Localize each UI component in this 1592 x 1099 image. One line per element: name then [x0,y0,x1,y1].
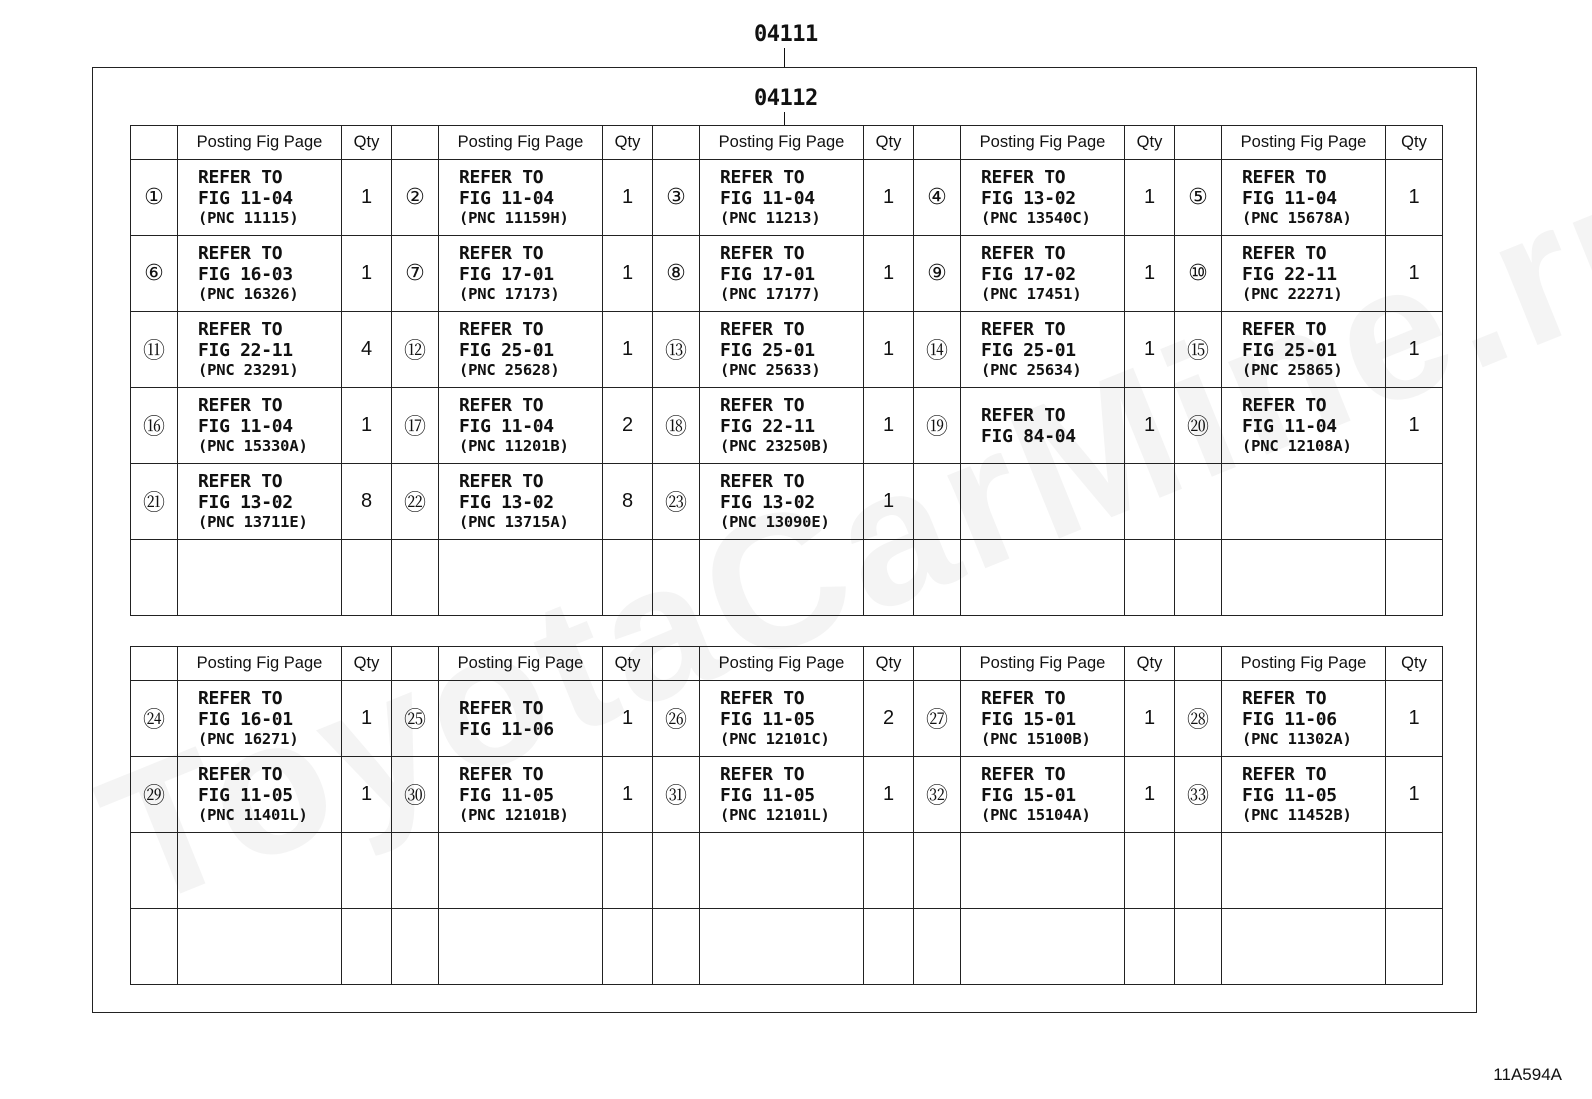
item-number [653,833,700,909]
quantity: 1 [1125,160,1175,236]
pnc-reference: (PNC 12108A) [1242,437,1352,455]
refer-to-text: REFER TO [720,688,805,709]
header-qty: Qty [342,126,392,160]
quantity [342,540,392,616]
item-number: ⑱ [653,388,700,464]
quantity: 8 [342,464,392,540]
quantity [1386,909,1443,985]
quantity [864,540,914,616]
quantity: 1 [864,236,914,312]
fig-reference: FIG 11-05 [720,785,815,806]
refer-to-text: REFER TO [459,395,544,416]
header-posting-fig-page: Posting Fig Page [961,126,1125,160]
quantity: 1 [603,681,653,757]
refer-to-text: REFER TO [981,764,1066,785]
table-row [131,681,1443,757]
item-number: ㉙ [131,757,178,833]
quantity [603,909,653,985]
quantity [864,833,914,909]
header-num-col [392,126,439,160]
table-row [131,540,1443,616]
posting-ref-cell [439,681,603,757]
refer-to-text: REFER TO [981,319,1066,340]
item-number: ㉖ [653,681,700,757]
quantity [342,833,392,909]
header-posting-fig-page: Posting Fig Page [178,126,342,160]
item-number: ⑤ [1175,160,1222,236]
item-number: ⑬ [653,312,700,388]
item-number [1175,833,1222,909]
pnc-reference: (PNC 15678A) [1242,209,1352,227]
item-number: ㉗ [914,681,961,757]
pnc-reference: (PNC 12101B) [459,806,569,824]
posting-ref-cell [439,236,603,312]
posting-ref-cell [700,540,864,616]
header-posting-fig-page: Posting Fig Page [700,647,864,681]
posting-ref-cell [1222,388,1386,464]
item-number [392,833,439,909]
posting-ref-cell [178,540,342,616]
posting-ref-cell [961,160,1125,236]
pnc-reference: (PNC 17177) [720,285,821,303]
refer-to-text: REFER TO [720,764,805,785]
quantity: 1 [342,160,392,236]
fig-reference: FIG 25-01 [981,340,1076,361]
pnc-reference: (PNC 22271) [1242,285,1343,303]
quantity [603,833,653,909]
fig-reference: FIG 25-01 [1242,340,1337,361]
callout-04111-leader [784,48,785,67]
refer-to-text: REFER TO [720,395,805,416]
item-number: ⑦ [392,236,439,312]
pnc-reference: (PNC 13090E) [720,513,830,531]
item-number [1175,464,1222,540]
quantity [864,909,914,985]
posting-ref-cell [178,464,342,540]
posting-ref-cell [1222,681,1386,757]
fig-reference: FIG 13-02 [720,492,815,513]
quantity: 1 [1386,312,1443,388]
refer-to-text: REFER TO [720,167,805,188]
posting-ref-cell [700,160,864,236]
quantity: 1 [603,757,653,833]
quantity: 1 [342,681,392,757]
figure-id: 11A594A [1493,1065,1562,1084]
item-number [914,909,961,985]
header-posting-fig-page: Posting Fig Page [439,647,603,681]
header-qty: Qty [1386,126,1443,160]
refer-to-text: REFER TO [981,243,1066,264]
pnc-reference: (PNC 13715A) [459,513,569,531]
pnc-reference: (PNC 16271) [198,730,299,748]
fig-reference: FIG 16-01 [198,709,293,730]
item-number: ⑮ [1175,312,1222,388]
header-num-col [131,126,178,160]
posting-ref-cell [961,236,1125,312]
quantity: 1 [864,312,914,388]
callout-04111: 04111 [754,22,818,47]
header-qty: Qty [603,126,653,160]
fig-reference: FIG 13-02 [459,492,554,513]
posting-ref-cell [178,833,342,909]
item-number [653,909,700,985]
posting-ref-cell [961,540,1125,616]
item-number: ㉜ [914,757,961,833]
posting-ref-cell [700,909,864,985]
quantity: 1 [603,236,653,312]
header-posting-fig-page: Posting Fig Page [178,647,342,681]
header-posting-fig-page: Posting Fig Page [700,126,864,160]
item-number [914,540,961,616]
posting-ref-cell [961,464,1125,540]
posting-ref-cell [439,909,603,985]
item-number: ④ [914,160,961,236]
table-row [131,312,1443,388]
quantity: 1 [1125,388,1175,464]
posting-ref-cell [1222,757,1386,833]
posting-ref-cell [178,312,342,388]
refer-to-text: REFER TO [459,243,544,264]
fig-reference: FIG 17-02 [981,264,1076,285]
item-number [914,833,961,909]
pnc-reference: (PNC 11213) [720,209,821,227]
quantity [1125,464,1175,540]
refer-to-text: REFER TO [981,167,1066,188]
table-row [131,909,1443,985]
posting-ref-cell [1222,160,1386,236]
header-posting-fig-page: Posting Fig Page [1222,647,1386,681]
posting-ref-cell [439,540,603,616]
posting-ref-cell [1222,833,1386,909]
fig-reference: FIG 11-06 [1242,709,1337,730]
posting-ref-cell [961,312,1125,388]
refer-to-text: REFER TO [459,167,544,188]
refer-to-text: REFER TO [198,688,283,709]
quantity [1125,833,1175,909]
pnc-reference: (PNC 25634) [981,361,1082,379]
fig-reference: FIG 22-11 [720,416,815,437]
refer-to-text: REFER TO [198,319,283,340]
item-number [131,833,178,909]
item-number: ① [131,160,178,236]
pnc-reference: (PNC 25633) [720,361,821,379]
refer-to-text: REFER TO [198,471,283,492]
quantity [603,540,653,616]
fig-reference: FIG 11-06 [459,718,554,740]
table-header [131,647,1443,681]
item-number: ㉕ [392,681,439,757]
fig-reference: FIG 13-02 [981,188,1076,209]
header-num-col [914,647,961,681]
header-qty: Qty [864,647,914,681]
quantity: 1 [864,160,914,236]
quantity: 1 [603,312,653,388]
item-number: ⑰ [392,388,439,464]
item-number [653,540,700,616]
table-row [131,464,1443,540]
header-num-col [653,647,700,681]
refer-to-text: REFER TO [1242,395,1327,416]
posting-ref-cell [961,833,1125,909]
posting-ref-cell [439,464,603,540]
item-number: ㉒ [392,464,439,540]
fig-reference: FIG 11-05 [198,785,293,806]
posting-ref-cell [439,833,603,909]
header-num-col [392,647,439,681]
posting-ref-cell [961,909,1125,985]
quantity: 1 [1125,236,1175,312]
quantity: 1 [864,757,914,833]
header-qty: Qty [1386,647,1443,681]
fig-reference: FIG 13-02 [198,492,293,513]
posting-ref-cell [961,681,1125,757]
pnc-reference: (PNC 15330A) [198,437,308,455]
quantity: 1 [864,388,914,464]
posting-ref-cell [439,757,603,833]
pnc-reference: (PNC 11159H) [459,209,569,227]
fig-reference: FIG 84-04 [981,425,1076,447]
fig-reference: FIG 11-04 [459,416,554,437]
posting-ref-cell [700,833,864,909]
refer-to-text: REFER TO [1242,319,1327,340]
quantity [1386,540,1443,616]
item-number: ⑧ [653,236,700,312]
posting-ref-cell [439,312,603,388]
table-row [131,236,1443,312]
fig-reference: FIG 25-01 [459,340,554,361]
posting-ref-cell [1222,909,1386,985]
quantity: 1 [1386,160,1443,236]
pnc-reference: (PNC 23291) [198,361,299,379]
quantity: 4 [342,312,392,388]
fig-reference: FIG 15-01 [981,785,1076,806]
quantity: 1 [1386,757,1443,833]
table-row [131,757,1443,833]
posting-ref-cell [178,757,342,833]
fig-reference: FIG 22-11 [1242,264,1337,285]
item-number: ㉚ [392,757,439,833]
quantity: 2 [864,681,914,757]
header-qty: Qty [603,647,653,681]
pnc-reference: (PNC 12101L) [720,806,830,824]
item-number: ⑪ [131,312,178,388]
callout-04112-leader [784,112,785,126]
header-posting-fig-page: Posting Fig Page [1222,126,1386,160]
table-header [131,126,1443,160]
header-num-col [1175,647,1222,681]
item-number: ⑳ [1175,388,1222,464]
pnc-reference: (PNC 15100B) [981,730,1091,748]
quantity [1125,909,1175,985]
pnc-reference: (PNC 11201B) [459,437,569,455]
pnc-reference: (PNC 11401L) [198,806,308,824]
pnc-reference: (PNC 25628) [459,361,560,379]
pnc-reference: (PNC 13540C) [981,209,1091,227]
item-number [914,464,961,540]
item-number: ③ [653,160,700,236]
posting-ref-cell [1222,312,1386,388]
header-qty: Qty [1125,647,1175,681]
item-number: ⑭ [914,312,961,388]
item-number: ⑩ [1175,236,1222,312]
posting-ref-cell [1222,540,1386,616]
pnc-reference: (PNC 12101C) [720,730,830,748]
refer-to-text: REFER TO [1242,764,1327,785]
item-number: ⑯ [131,388,178,464]
header-num-col [131,647,178,681]
quantity: 2 [603,388,653,464]
posting-ref-cell [961,388,1125,464]
posting-ref-cell [178,388,342,464]
item-number [1175,540,1222,616]
refer-to-text: REFER TO [720,319,805,340]
fig-reference: FIG 15-01 [981,709,1076,730]
refer-to-text: REFER TO [459,471,544,492]
refer-to-text: REFER TO [459,319,544,340]
posting-ref-cell [1222,236,1386,312]
table-row [131,388,1443,464]
quantity: 1 [1125,757,1175,833]
refer-to-text: REFER TO [198,243,283,264]
header-qty: Qty [342,647,392,681]
fig-reference: FIG 11-04 [720,188,815,209]
header-qty: Qty [864,126,914,160]
quantity: 1 [603,160,653,236]
refer-to-text: REFER TO [720,471,805,492]
posting-ref-cell [1222,464,1386,540]
fig-reference: FIG 11-05 [459,785,554,806]
table-row [131,160,1443,236]
fig-reference: FIG 16-03 [198,264,293,285]
item-number: ② [392,160,439,236]
pnc-reference: (PNC 25865) [1242,361,1343,379]
pnc-reference: (PNC 11115) [198,209,299,227]
posting-ref-cell [178,160,342,236]
item-number: ㉝ [1175,757,1222,833]
posting-ref-cell [700,681,864,757]
refer-to-text: REFER TO [198,395,283,416]
item-number [131,909,178,985]
pnc-reference: (PNC 15104A) [981,806,1091,824]
pnc-reference: (PNC 11452B) [1242,806,1352,824]
posting-ref-cell [700,236,864,312]
quantity: 1 [1125,312,1175,388]
quantity: 1 [1125,681,1175,757]
fig-reference: FIG 17-01 [720,264,815,285]
pnc-reference: (PNC 23250B) [720,437,830,455]
pnc-reference: (PNC 13711E) [198,513,308,531]
pnc-reference: (PNC 16326) [198,285,299,303]
refer-to-text: REFER TO [459,697,544,719]
item-number: ㉓ [653,464,700,540]
header-num-col [1175,126,1222,160]
quantity [1125,540,1175,616]
fig-reference: FIG 17-01 [459,264,554,285]
item-number: ㉛ [653,757,700,833]
header-posting-fig-page: Posting Fig Page [961,647,1125,681]
item-number: ㉘ [1175,681,1222,757]
table-row [131,833,1443,909]
fig-reference: FIG 11-04 [198,416,293,437]
pnc-reference: (PNC 17451) [981,285,1082,303]
posting-ref-cell [439,160,603,236]
fig-reference: FIG 11-04 [1242,416,1337,437]
refer-to-text: REFER TO [720,243,805,264]
fig-reference: FIG 11-05 [720,709,815,730]
quantity: 8 [603,464,653,540]
refer-to-text: REFER TO [1242,688,1327,709]
item-number: ⑫ [392,312,439,388]
posting-ref-cell [178,681,342,757]
pnc-reference: (PNC 17173) [459,285,560,303]
refer-to-text: REFER TO [198,167,283,188]
quantity: 1 [1386,388,1443,464]
refer-to-text: REFER TO [981,688,1066,709]
item-number: ㉔ [131,681,178,757]
item-number: ⑥ [131,236,178,312]
parts-table-upper [130,125,1443,616]
refer-to-text: REFER TO [459,764,544,785]
item-number [131,540,178,616]
posting-ref-cell [700,464,864,540]
quantity: 1 [342,757,392,833]
pnc-reference: (PNC 11302A) [1242,730,1352,748]
refer-to-text: REFER TO [1242,167,1327,188]
quantity: 1 [1386,236,1443,312]
posting-ref-cell [439,388,603,464]
item-number [392,540,439,616]
posting-ref-cell [700,757,864,833]
quantity: 1 [342,388,392,464]
header-posting-fig-page: Posting Fig Page [439,126,603,160]
posting-ref-cell [700,388,864,464]
item-number: ⑲ [914,388,961,464]
refer-to-text: REFER TO [198,764,283,785]
header-qty: Qty [1125,126,1175,160]
fig-reference: FIG 11-04 [459,188,554,209]
header-num-col [914,126,961,160]
posting-ref-cell [961,757,1125,833]
fig-reference: FIG 11-04 [198,188,293,209]
posting-ref-cell [178,909,342,985]
quantity [342,909,392,985]
item-number [392,909,439,985]
item-number [1175,909,1222,985]
quantity: 1 [342,236,392,312]
fig-reference: FIG 11-04 [1242,188,1337,209]
item-number: ㉑ [131,464,178,540]
posting-ref-cell [700,312,864,388]
callout-04112: 04112 [754,86,818,111]
refer-to-text: REFER TO [981,404,1066,426]
item-number: ⑨ [914,236,961,312]
fig-reference: FIG 22-11 [198,340,293,361]
quantity [1386,833,1443,909]
quantity: 1 [1386,681,1443,757]
fig-reference: FIG 25-01 [720,340,815,361]
header-num-col [653,126,700,160]
parts-table-lower [130,646,1443,985]
fig-reference: FIG 11-05 [1242,785,1337,806]
posting-ref-cell [178,236,342,312]
refer-to-text: REFER TO [1242,243,1327,264]
quantity [1386,464,1443,540]
quantity: 1 [864,464,914,540]
